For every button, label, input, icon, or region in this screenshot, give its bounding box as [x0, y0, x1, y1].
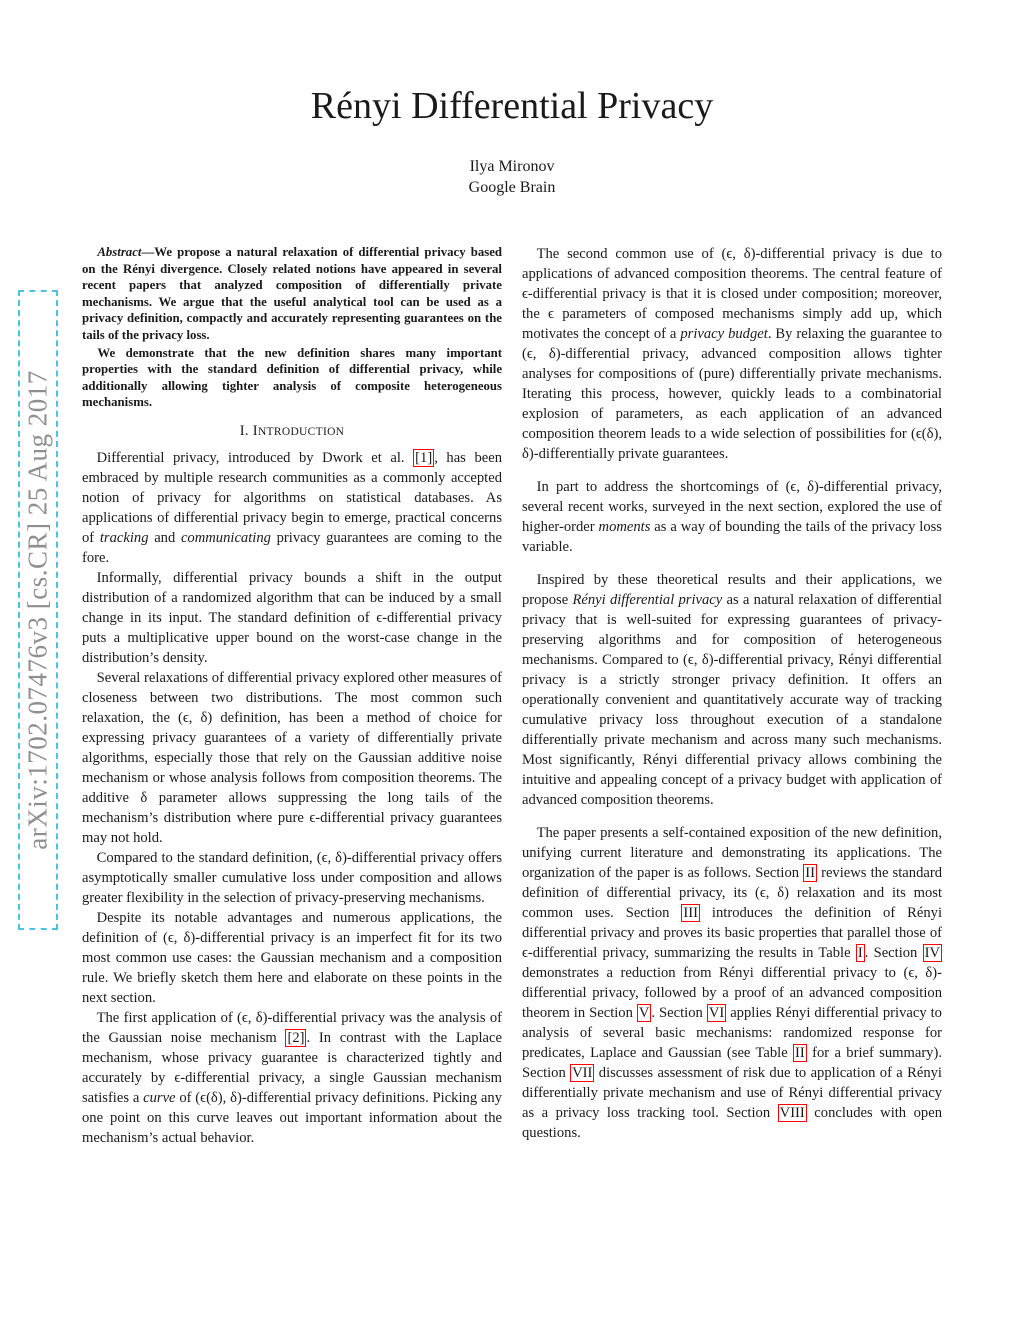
right-column — [522, 244, 942, 1156]
table-link[interactable]: II — [795, 1045, 805, 1061]
intro-paragraph-5: Despite its notable advantages and numerous applications, the definition of (ϵ, δ)-differential privacy is an imperfect fit for its two most common use cases: the Gaussian mechanism and a composition rule. We briefly sketch them here and elaborate on these points in the next section. — [82, 909, 502, 1006]
abstract-paragraph-2: We demonstrate that the new definition shares many important properties with the standard definition of differential privacy, while additionally allowing tighter analysis of composite heterogeneous mechanisms. — [82, 345, 502, 410]
section-number: I. — [239, 422, 249, 439]
section-heading-introduction — [82, 421, 502, 442]
intro-paragraph-2: Informally, differential privacy bounds a shift in the output distribution of a randomized algorithm that can be induced by a small change in its input. The standard definition of ϵ-differential privacy puts a multiplicative upper bound on the worst-case change in the distribution’s density. — [82, 569, 502, 666]
intro-paragraph-3: Several relaxations of differential privacy explored other measures of closeness between two distributions. The most common such relaxation, the (ϵ, δ) definition, has been a method of choice for expressing privacy guarantees of a variety of differentially private algorithms, especially those that rely on the Gaussian additive noise mechanism or whose analysis follows from composition theorems. The additive δ parameter allows suppressing the long tails of the mechanism’s distribution where pure ϵ-differential privacy guarantees may not hold. — [82, 669, 502, 846]
author-affiliation: Google Brain — [468, 179, 556, 196]
right-paragraph-4: The paper presents a self-contained exposition of the new definition, unifying current literature and demonstrating its applications. The organization of the paper is as follows. Section II reviews the standard definition of differential privacy, its (ϵ, δ) relaxation and its most common uses. Section III introduces the definition of Rényi differential privacy and proves its basic properties that parallel those of ϵ-differential privacy, summarizing the results in Table I . Section IV demonstrates a reduction from Rényi differential privacy to (ϵ, δ)-differential privacy, followed by a proof of an advanced composition theorem in Section V . Section VI applies Rényi differential privacy to analysis of several basic mechanisms: randomized response for predicates, Laplace and Gaussian (see Table II for a brief summary). Section VII discusses assessment of risk due to application of a Rényi differentially private mechanism and use of Rényi differential privacy as a privacy loss tracking tool. Section VIII concludes with open questions. — [522, 825, 942, 1141]
table-link[interactable]: I — [857, 945, 863, 961]
citation-link[interactable]: [1] — [415, 449, 433, 466]
abstract-label: Abstract — [97, 245, 142, 259]
intro-paragraph-1: Differential privacy, introduced by Dwork et al. [1] , has been embraced by multiple research communities as a commonly accepted notion of privacy for algorithms on statistical databases. As applications of differential privacy begin to emerge, practical concerns of tracking and communicating privacy guarantees are coming to the fore. — [82, 449, 502, 566]
arxiv-stamp-text: arXiv:1702.07476v3 [cs.CR] 25 Aug 2017 — [22, 370, 53, 850]
section-link[interactable]: III — [683, 905, 698, 921]
abstract-paragraph — [82, 244, 502, 344]
section-link[interactable]: IV — [924, 945, 940, 961]
right-paragraph-1: The second common use of (ϵ, δ)-differential privacy is due to applications of advanced composition theorems. The central feature of ϵ-differential privacy is that it is closed under composition; moreover, the ϵ parameters of composed mechanisms simply add up, which motivates the concept of a privacy budget. By relaxing the guarantee to (ϵ, δ)-differential privacy, advanced composition allows tighter analyses for compositions of (pure) differentially private mechanisms. Iterating this process, however, quickly leads to a combinatorial explosion of parameters, as each application of an advanced composition theorem leads to a wide selection of possibilities for (ϵ(δ), δ)-differentially private guarantees. — [522, 246, 942, 462]
abstract-dash: — — [141, 245, 155, 259]
right-paragraph-3: Inspired by these theoretical results and their applications, we propose Rényi differential privacy as a natural relaxation of differential privacy that is well-suited for expressing guarantees of privacy-preserving algorithms and for composition of heterogeneous mechanisms. Compared to (ϵ, δ)-differential privacy, Rényi differential privacy is a strictly stronger privacy definition. It offers an operationally convenient and quantitatively accurate way of tracking cumulative privacy loss throughout execution of a standalone differentially private mechanism and across many such mechanisms. Most significantly, Rényi differential privacy allows combining the intuitive and appealing concept of a privacy budget with application of advanced composition theorems. — [522, 572, 942, 808]
left-column — [82, 244, 502, 1148]
intro-paragraph-4: Compared to the standard definition, (ϵ, δ)-differential privacy offers asymptotically smaller cumulative loss under composition and allows greater flexibility in the selection of privacy-preserving mechanisms. — [82, 849, 502, 906]
citation-link[interactable]: [2] — [287, 1029, 305, 1046]
right-paragraph-2: In part to address the shortcomings of (ϵ, δ)-differential privacy, several recent works, surveyed in the next section, explored the use of higher-order moments as a way of bounding the tails of the privacy loss variable. — [522, 479, 942, 555]
abstract-text: We propose a natural relaxation of differential privacy based on the Rényi divergence. Closely related notions have appeared in several recent papers that analyzed composition of differentially private mechanisms. We argue that the useful analytical tool can be used as a privacy definition, compactly and accurately representing guarantees on the tails of the privacy loss. — [82, 245, 502, 342]
section-link[interactable]: II — [805, 865, 815, 881]
section-link[interactable]: VIII — [779, 1105, 805, 1121]
section-link[interactable]: V — [638, 1005, 650, 1021]
author-block — [0, 156, 1024, 198]
author-name: Ilya Mironov — [469, 158, 555, 175]
intro-paragraph-6: The first application of (ϵ, δ)-differential privacy was the analysis of the Gaussian noise mechanism [2] . In contrast with the Laplace mechanism, whose privacy guarantee is characterized tightly and accurately by ϵ-differential privacy, a single Gaussian mechanism satisfies a curve of (ϵ(δ), δ)-differential privacy definitions. Picking any one point on this curve leaves out important information about the mechanism’s actual behavior. — [82, 1009, 502, 1146]
section-link[interactable]: VI — [708, 1005, 725, 1021]
section-title-initial: I — [252, 422, 258, 439]
arxiv-stamp — [18, 290, 58, 930]
paper-title: Rényi Differential Privacy — [310, 85, 714, 127]
section-link[interactable]: VII — [572, 1065, 593, 1081]
section-title-rest: NTRODUCTION — [257, 425, 345, 438]
